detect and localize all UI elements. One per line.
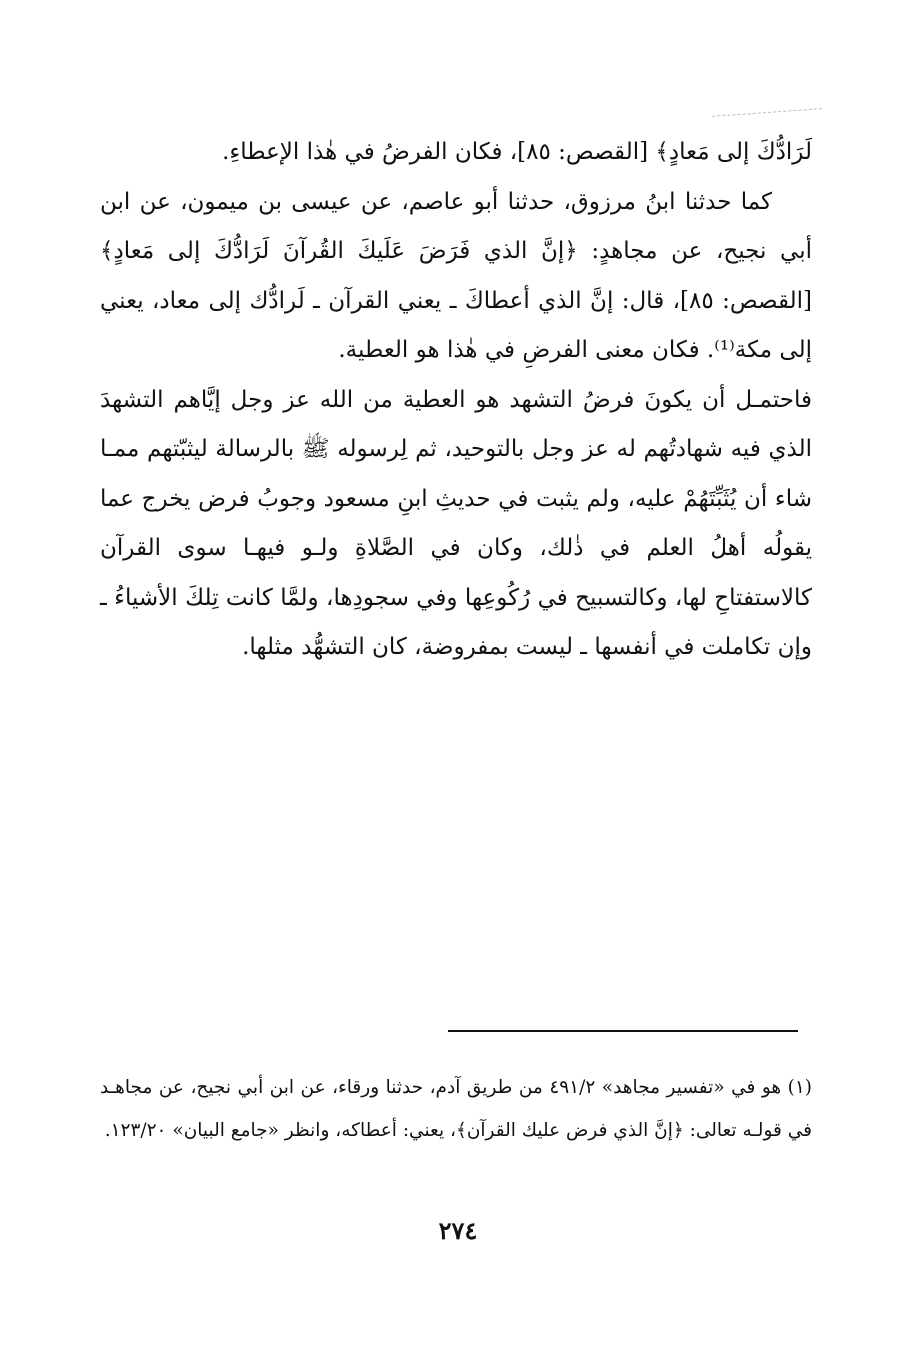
scan-mark — [712, 108, 822, 117]
opening-line: لَرَادُّكَ إلى مَعادٍ﴾ [القصص: ٨٥]، فكان الفرضُ في هٰذا الإعطاءِ. — [222, 139, 812, 165]
paragraph: كما حدثنا ابنُ مرزوق، حدثنا أبو عاصم، عن عيسى بن ميمون، عن ابن أبي نجيح، عن مجاهدٍ: ﴿إنَّ الذي فَرَضَ عَلَيكَ القُرآنَ لَرَادُّكَ إلى مَعادٍ﴾ [القصص: ٨٥]، قال: إنَّ الذي أعطاكَ ـ يعني القرآن ـ لَرادُّك إلى معاد، يعني إلى مكة⁽¹⁾. فكان معنى الفرضِ في هٰذا هو العطية. — [100, 188, 812, 363]
footnote-divider — [448, 1030, 798, 1032]
footnote: (١) هو في «تفسير مجاهد» ٤٩١/٢ من طريق آدم، حدثنا ورقاء، عن ابن أبي نجيح، عن مجاهـد في قولـه تعالى: ﴿إنَّ الذي فرض عليك القرآن﴾، يعني: أعطاكه، وانظر «جامع البيان» ١٢٣/٢٠. — [100, 1077, 812, 1141]
page-number: ٢٧٤ — [438, 1216, 478, 1245]
main-text-body — [100, 128, 812, 673]
paragraph: فاحتمـل أن يكونَ فرضُ التشهد هو العطية من الله عز وجل إيَّاهم التشهدَ الذي فيه شهادتُهم له عز وجل بالتوحيد، ثم لِرسوله ﷺ بالرسالة ليثبّتهم ممـا شاء أن يُثَبِّتَهُمْ عليه، ولم يثبت في حديثِ ابنِ مسعود وجوبُ فرض يخرج عما يقولُه أهلُ العلم في ذٰلك، وكان في الصَّلاةِ ولـو فيهـا سوى القرآن كالاستفتاحِ لها، وكالتسبيح في رُكُوعِها وفي سجودِها، ولمَّا كانت تِلكَ الأشياءُ ـ وإن تكاملت في أنفسها ـ ليست بمفروضة، كان التشهُّد مثلها. — [100, 386, 812, 660]
